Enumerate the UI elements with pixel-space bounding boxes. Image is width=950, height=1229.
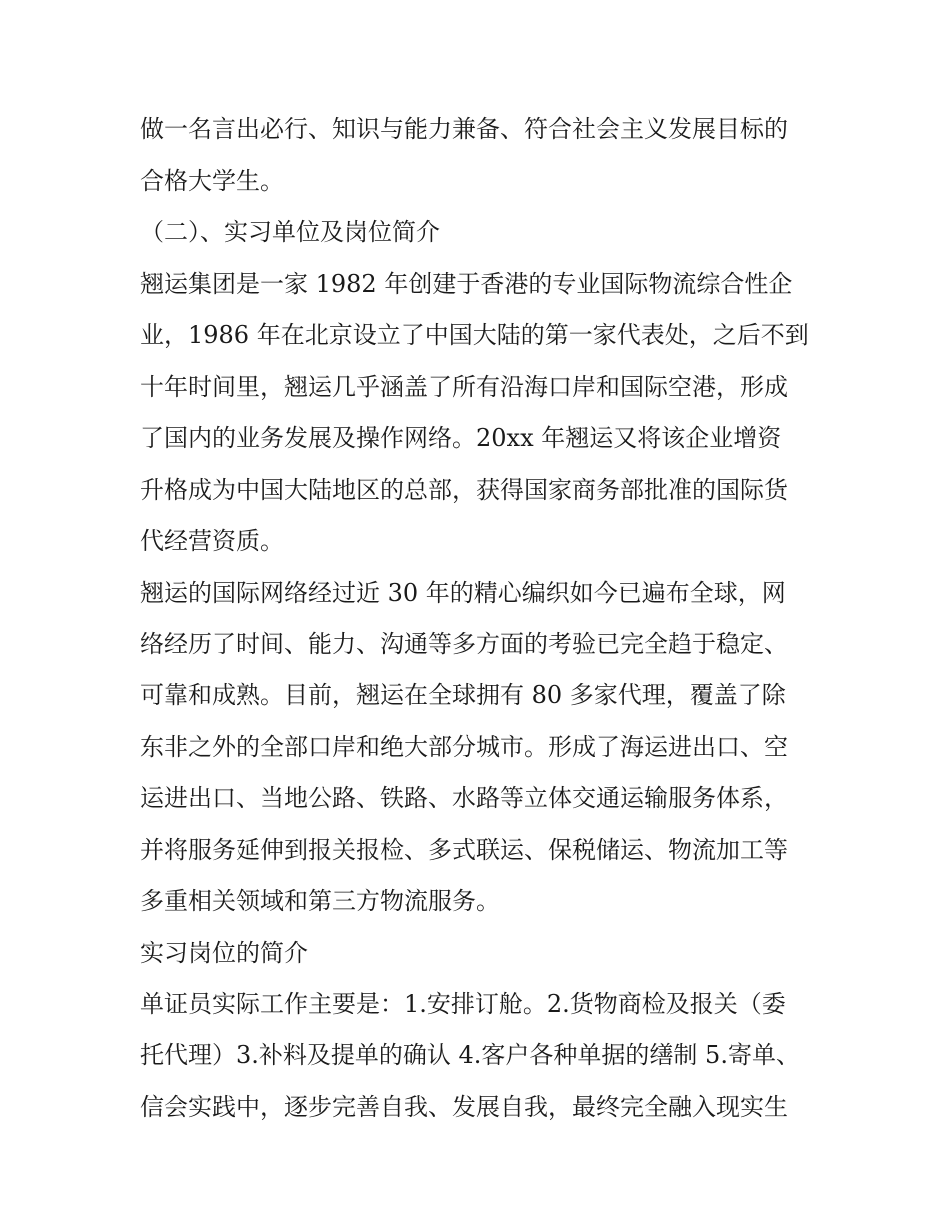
text-line: 业，1986 年在北京设立了中国大陆的第一家代表处，之后不到 bbox=[140, 321, 809, 349]
text-line: 多重相关领域和第三方物流服务。 bbox=[140, 887, 500, 915]
section-heading: 实习岗位的简介 bbox=[140, 939, 308, 967]
text-line: 做一名言出必行、知识与能力兼备、符合社会主义发展目标的 bbox=[140, 115, 788, 143]
text-line: 了国内的业务发展及操作网络。20xx 年翘运又将该企业增资 bbox=[140, 424, 782, 452]
text-line: 升格成为中国大陆地区的总部，获得国家商务部批准的国际货 bbox=[140, 476, 788, 504]
text-line: 并将服务延伸到报关报检、多式联运、保税储运、物流加工等 bbox=[140, 836, 788, 864]
section-heading: （二）、实习单位及岗位简介 bbox=[140, 218, 440, 246]
text-line: 合格大学生。 bbox=[140, 167, 284, 195]
text-line: 络经历了时间、能力、沟通等多方面的考验已完全趋于稳定、 bbox=[140, 630, 788, 658]
text-line: 翘运的国际网络经过近 30 年的精心编织如今已遍布全球，网 bbox=[140, 579, 786, 607]
text-line: 托代理）3.补料及提单的确认 4.客户各种单据的缮制 5.寄单、 bbox=[140, 1041, 800, 1069]
text-line: 翘运集团是一家 1982 年创建于香港的专业国际物流综合性企 bbox=[140, 270, 793, 298]
text-line: 信会实践中，逐步完善自我、发展自我，最终完全融入现实生 bbox=[140, 1093, 788, 1121]
text-line: 代经营资质。 bbox=[140, 527, 284, 555]
text-line: 东非之外的全部口岸和绝大部分城市。形成了海运进出口、空 bbox=[140, 733, 788, 761]
text-line: 十年时间里，翘运几乎涵盖了所有沿海口岸和国际空港，形成 bbox=[140, 373, 788, 401]
text-line: 可靠和成熟。目前，翘运在全球拥有 80 多家代理，覆盖了除 bbox=[140, 681, 786, 709]
text-line: 单证员实际工作主要是：1.安排订舱。2.货物商检及报关（委 bbox=[140, 990, 786, 1018]
text-line: 运进出口、当地公路、铁路、水路等立体交通运输服务体系， bbox=[140, 784, 788, 812]
